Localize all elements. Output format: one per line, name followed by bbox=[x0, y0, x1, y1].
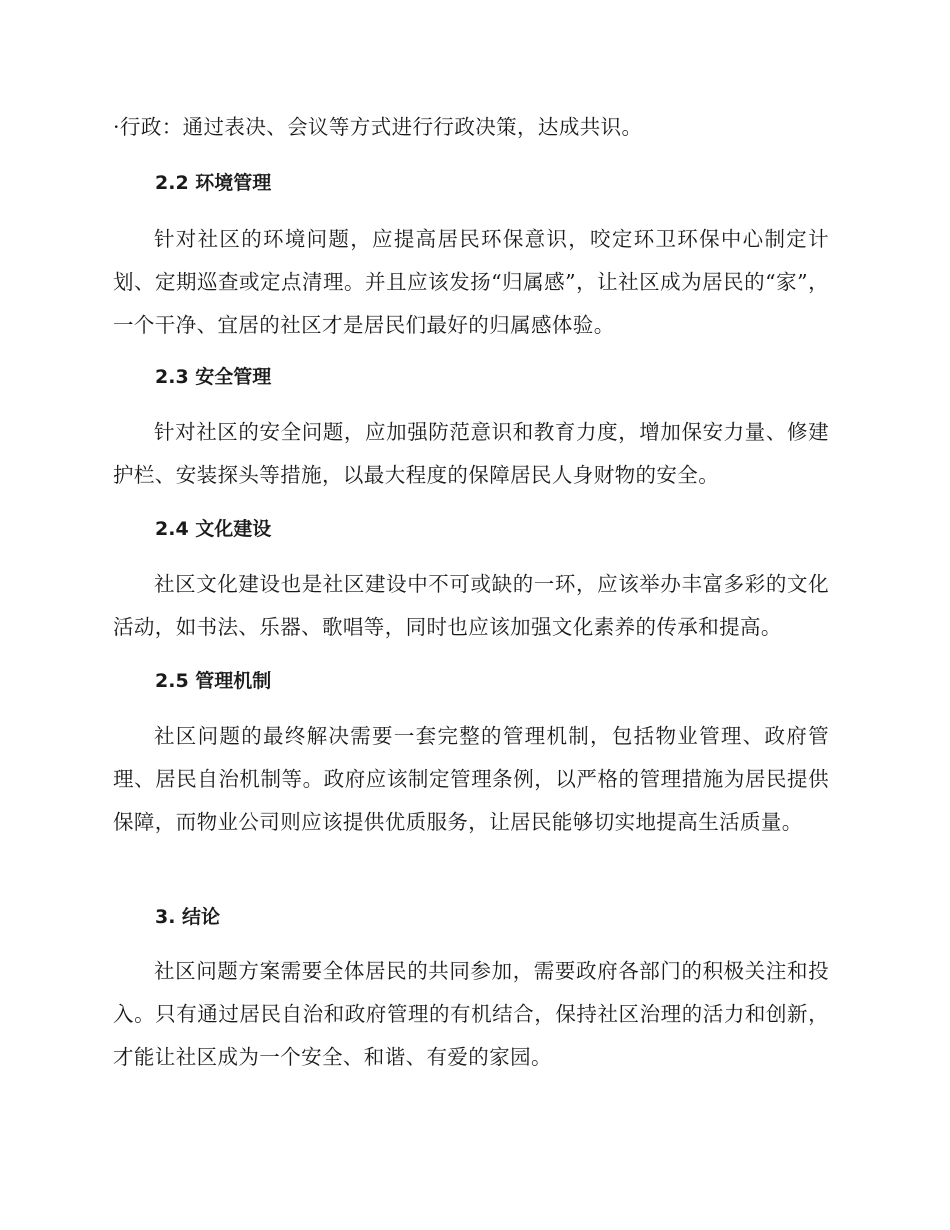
heading-2-3: 2.3 安全管理 bbox=[155, 366, 272, 388]
paragraph-2-4: 社区文化建设也是社区建设中不可或缺的一环，应该举办丰富多彩的文化活动，如书法、乐器、歌唱等，同时也应该加强文化素养的传承和提高。 bbox=[113, 572, 829, 639]
paragraph-2-2: 针对社区的环境问题，应提高居民环保意识，咬定环卫环保中心制定计划、定期巡查或定点清理。并且应该发扬“归属感”，让社区成为居民的“家”，一个干净、宜居的社区才是居民们最好的归属感体验。 bbox=[113, 227, 829, 337]
heading-2-2: 2.2 环境管理 bbox=[155, 172, 272, 194]
paragraph-2-3: 针对社区的安全问题，应加强防范意识和教育力度，增加保安力量、修建护栏、安装探头等措施，以最大程度的保障居民人身财物的安全。 bbox=[113, 420, 829, 487]
bullet-admin: ·行政：通过表决、会议等方式进行行政决策，达成共识。 bbox=[113, 115, 643, 139]
heading-2-5: 2.5 管理机制 bbox=[155, 670, 272, 692]
paragraph-2-5: 社区问题的最终解决需要一套完整的管理机制，包括物业管理、政府管理、居民自治机制等。政府应该制定管理条例，以严格的管理措施为居民提供保障，而物业公司则应该提供优质服务，让居民能够切实地提高生活质量。 bbox=[113, 724, 829, 834]
heading-2-4: 2.4 文化建设 bbox=[155, 518, 272, 540]
paragraph-3-conclusion: 社区问题方案需要全体居民的共同参加，需要政府各部门的积极关注和投入。只有通过居民自治和政府管理的有机结合，保持社区治理的活力和创新，才能让社区成为一个安全、和谐、有爱的家园。 bbox=[113, 959, 829, 1069]
heading-3-conclusion: 3. 结论 bbox=[155, 906, 221, 928]
